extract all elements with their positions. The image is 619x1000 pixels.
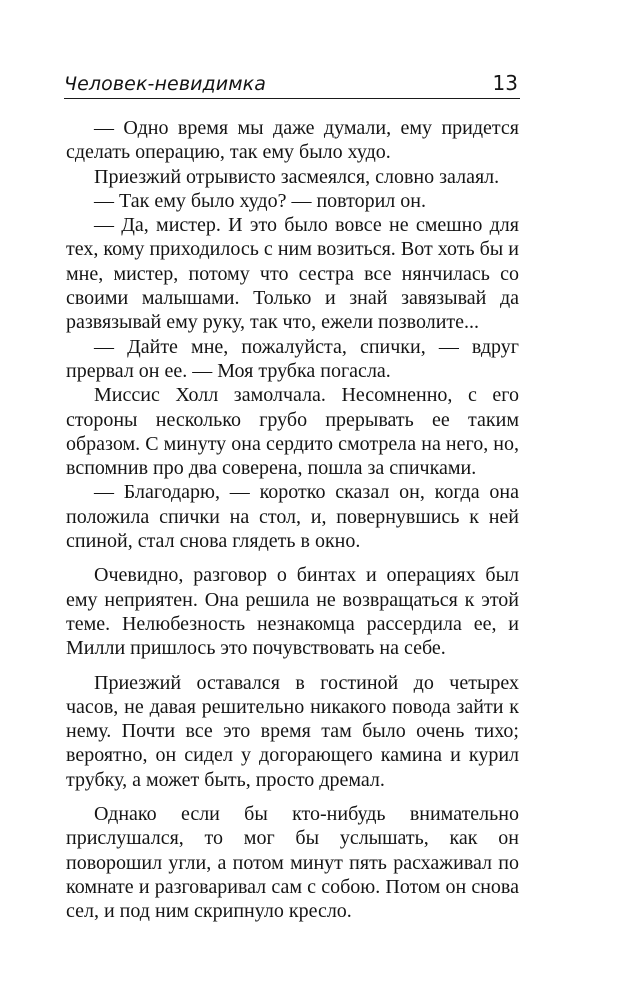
paragraph: — Да, мистер. И это было вовсе не смешно для тех, кому приходилось с ним возиться. Вот хоть бы и мне, мистер, потому что сестра все нянчилась со своими малышами. Только и знай завязывай да развязывай ему руку, так что, ежели позволите... [66, 214, 519, 334]
paragraph: Приезжий отрывисто засмеялся, словно залаял. [94, 165, 500, 188]
running-header [64, 68, 520, 99]
paragraph: — Дайте мне, пожалуйста, спички, — вдруг прервал он ее. — Моя трубка погасла. [66, 335, 519, 382]
paragraph: — Так ему было худо? — повторил он. [94, 189, 426, 212]
page-number: 13 [492, 71, 518, 95]
book-title: Человек-невидимка [64, 73, 266, 95]
paragraph: Однако если бы кто-нибудь внимательно прислушался, то мог бы услышать, как он поворошил угли, а потом минут пять расхаживал по комнате и разговаривал сам с собою. Потом он снова сел, и под ним скрипнуло кресло. [66, 803, 519, 923]
paragraph: — Одно время мы даже думали, ему придется сделать операцию, так ему было худо. [66, 117, 519, 164]
page-body [66, 116, 519, 924]
paragraph: Приезжий оставался в гостиной до четырех часов, не давая решительно никакого повода зайти к нему. Почти все это время там было очень тихо; вероятно, он сидел у догорающего камина и курил трубку, а может быть, просто дремал. [66, 671, 519, 791]
paragraph: Очевидно, разговор о бинтах и операциях был ему неприятен. Она решила не возвращаться к этой теме. Нелюбезность незнакомца рассердила ее, и Милли пришлось это почувствовать на себе. [66, 564, 519, 660]
paragraph: — Благодарю, — коротко сказал он, когда она положила спички на стол, и, повернувшись к ней спиной, стал снова глядеть в окно. [66, 481, 519, 553]
paragraph: Миссис Холл замолчала. Несомненно, с его стороны несколько грубо прерывать ее таким образом. С минуту она сердито смотрела на него, но, вспомнив про два соверена, пошла за спичками. [66, 384, 519, 480]
